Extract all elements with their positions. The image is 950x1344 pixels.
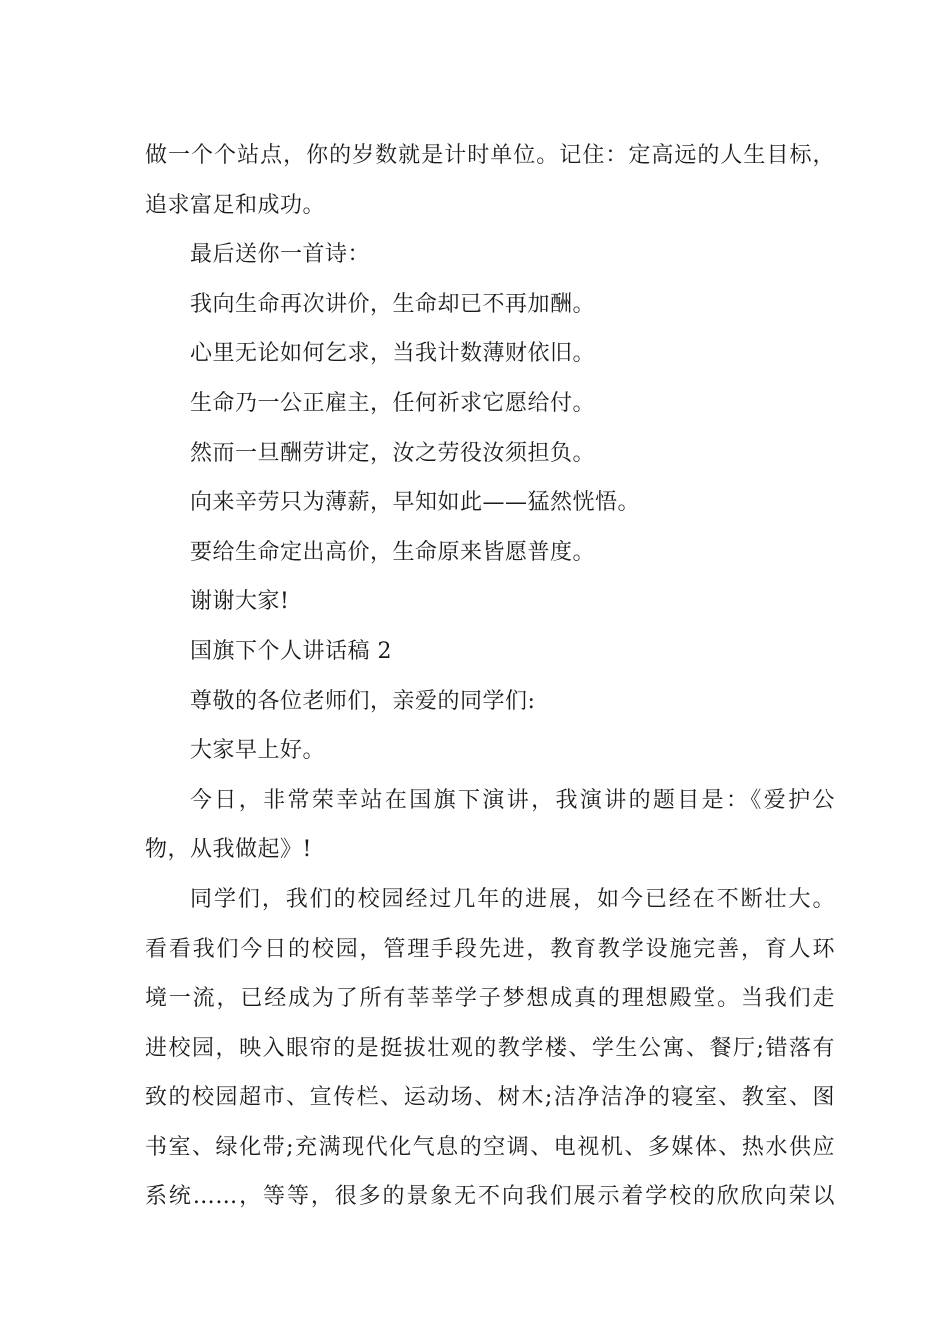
text-line: 看看我们今日的校园，管理手段先进，教育教学设施完善，育人环 xyxy=(145,936,835,962)
text-line: 谢谢大家! xyxy=(190,589,290,615)
poem-line: 然而一旦酬劳讲定，汝之劳役汝须担负。 xyxy=(190,440,596,466)
text-line: 系统……，等等，很多的景象无不向我们展示着学校的欣欣向荣以 xyxy=(145,1184,835,1210)
text-line: 做一个个站点，你的岁数就是计时单位。记住：定高远的人生目标， xyxy=(145,143,835,168)
poem-line: 心里无论如何乞求，当我计数薄财依旧。 xyxy=(190,341,596,367)
document-body xyxy=(145,131,835,1222)
text-line: 最后送你一首诗： xyxy=(190,242,371,268)
text-line: 致的校园超市、宣传栏、运动场、树木;洁净洁净的寝室、教室、图 xyxy=(145,1085,835,1111)
text-line: 境一流，已经成为了所有莘莘学子梦想成真的理想殿堂。当我们走 xyxy=(145,986,835,1012)
salutation: 尊敬的各位老师们，亲爱的同学们: xyxy=(190,688,536,714)
poem-line: 向来辛劳只为薄薪，早知如此——猛然恍悟。 xyxy=(190,490,641,516)
greeting: 大家早上好。 xyxy=(190,738,326,764)
text-line: 物，从我做起》! xyxy=(145,837,312,863)
poem-line: 要给生命定出高价，生命原来皆愿普度。 xyxy=(190,539,596,565)
poem-line: 我向生命再次讲价，生命却已不再加酬。 xyxy=(190,291,596,317)
poem-line: 生命乃一公正雇主，任何祈求它愿给付。 xyxy=(190,390,596,416)
text-line: 追求富足和成功。 xyxy=(145,192,326,218)
text-line: 进校园，映入眼帘的是挺拔壮观的教学楼、学生公寓、餐厅;错落有 xyxy=(145,1035,835,1061)
text-line: 书室、绿化带;充满现代化气息的空调、电视机、多媒体、热水供应 xyxy=(145,1134,835,1160)
text-line: 今日，非常荣幸站在国旗下演讲，我演讲的题目是：《爱护公 xyxy=(190,787,835,813)
section-title: 国旗下个人讲话稿 2 xyxy=(190,638,392,664)
text-line: 同学们，我们的校园经过几年的进展，如今已经在不断壮大。 xyxy=(190,886,835,912)
